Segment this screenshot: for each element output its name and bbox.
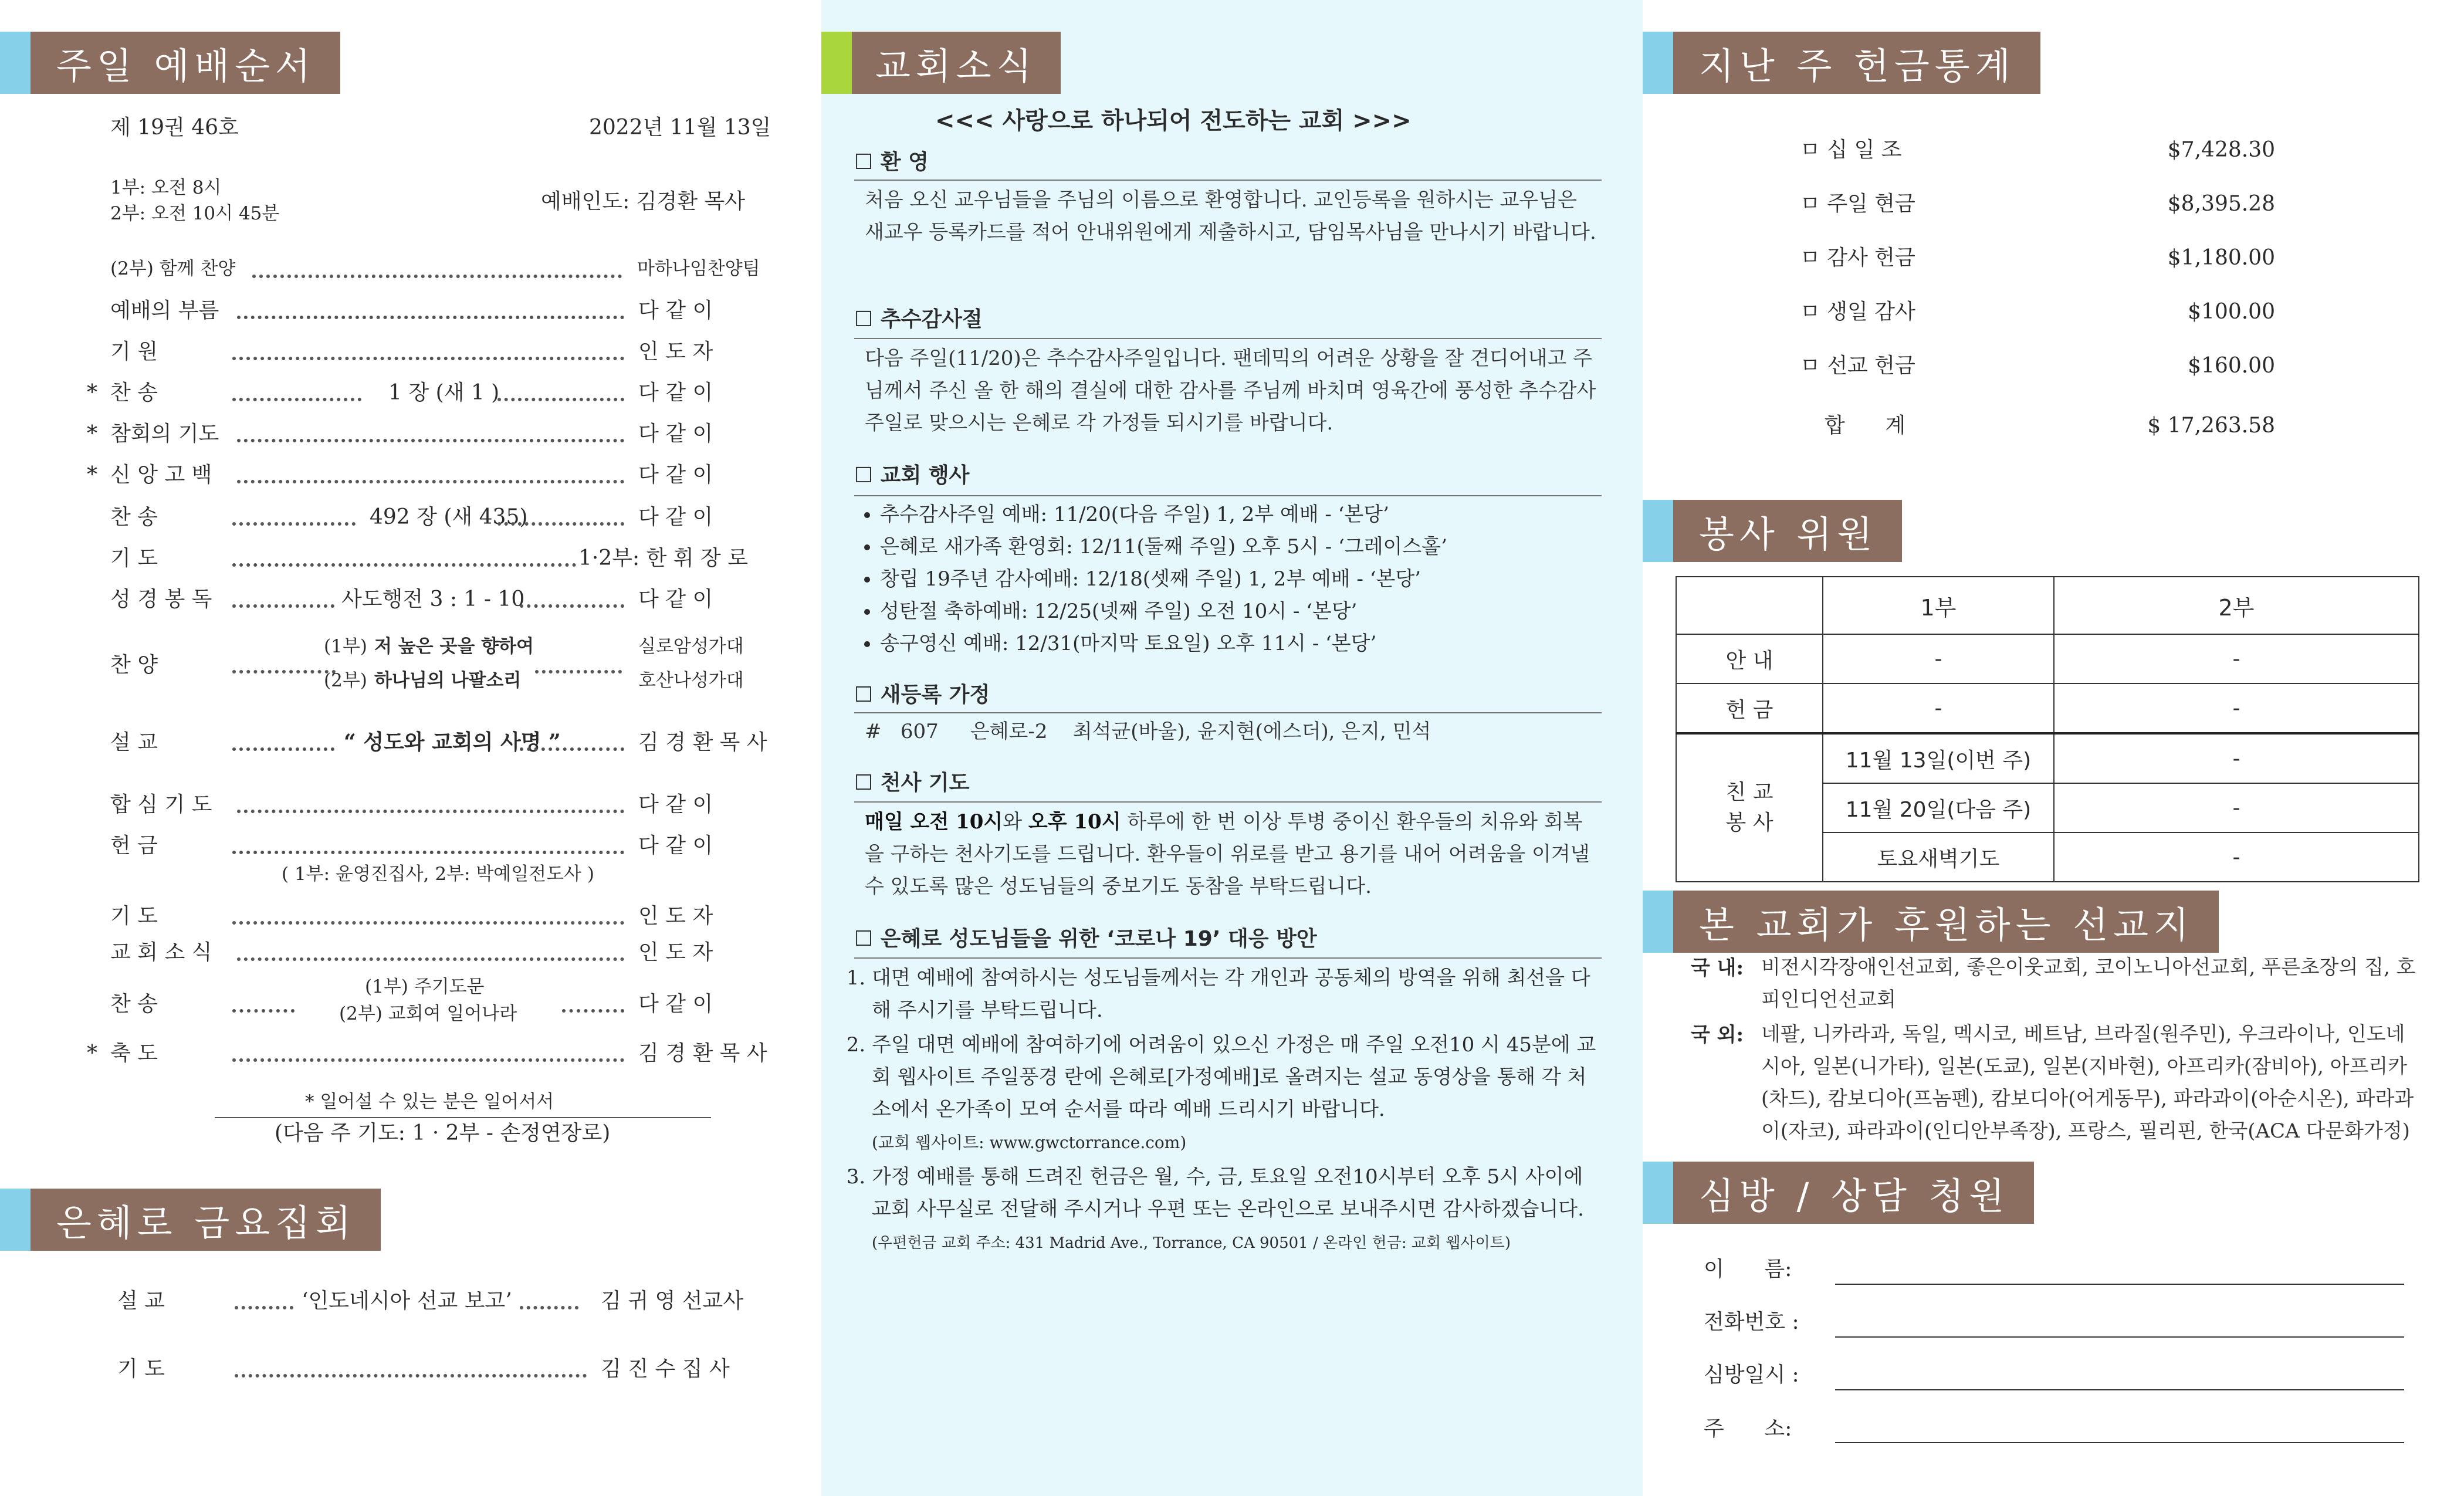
offering-amount: $1,180.00 (2167, 246, 2275, 270)
leader-dots (535, 670, 622, 673)
leader-dots (237, 316, 624, 319)
leader-dots (232, 1058, 624, 1062)
newfamily-text: # 607 은혜로-2 최석균(바울), 윤지현(에스더), 은지, 민석 (865, 720, 1431, 743)
order-label: 설 교 (110, 730, 158, 754)
order-label: 기 도 (110, 546, 158, 570)
info-column (1643, 0, 2464, 1496)
table-header-row (1676, 577, 2419, 634)
order-right: 다 같 이 (638, 381, 713, 405)
order-right: 다 같 이 (638, 793, 713, 817)
section-rule (854, 495, 1602, 496)
friday-label: 기 도 (117, 1357, 165, 1381)
header-accent (1643, 500, 1673, 562)
header-accent (0, 1189, 31, 1251)
corona-title: ☐ 은혜로 성도님들을 위한 ‘코로나 19’ 대응 방안 (854, 927, 1317, 951)
order-right: 다 같 이 (638, 299, 713, 323)
order-detail: 1 장 (새 1 ) (388, 381, 500, 405)
foreign-missions: 네팔, 니카라과, 독일, 멕시코, 베트남, 브라질(원주민), 우크라이나, 인도네시아, 일본(니가타), 일본(도쿄), 일본(지바현), 아프리카(잠비아), 아프리카(차드), 캄보디아(프놈펜), 캄보디아(어게동무), 파라과이(아순시온), 파라과이(자코), 파라과이(인디안부족장), 프랑스, 필리핀, 한국(ACA 다문화가정) (1761, 1023, 2414, 1143)
header-accent (1643, 1162, 1673, 1224)
order-right: 다 같 이 (638, 422, 713, 446)
leader-dots (232, 1009, 295, 1013)
praise-part-2: (2부) (324, 670, 367, 691)
order-label: 헌 금 (110, 834, 158, 858)
friday-right: 김 진 수 집 사 (601, 1357, 730, 1381)
leader-dots (232, 921, 624, 925)
fellowship-label (1676, 733, 1823, 882)
leader-dots (232, 747, 334, 751)
domestic-missions: 비전시각장애인선교회, 좋은이웃교회, 코이노니아선교회, 푸른초장의 집, 호피인디언선교회 (1761, 956, 2416, 1011)
foreign-label: 국 외: (1691, 1023, 1744, 1047)
name-field[interactable] (1835, 1284, 2404, 1285)
order-detail: 492 장 (새 435) (370, 505, 528, 529)
order-right: 인 도 자 (638, 940, 713, 964)
event-item: • 은혜로 새가족 환영회: 12/11(둘째 주일) 오후 5시 - ‘그레이스홀’ (880, 531, 1602, 563)
section-rule (854, 801, 1602, 803)
worship-leader: 예배인도: 김경환 목사 (541, 189, 745, 214)
order-label: 신 앙 고 백 (110, 463, 212, 487)
leader-dots (497, 398, 624, 401)
standing-mark: * (87, 422, 97, 446)
leader-dots (237, 810, 624, 813)
offering-amount: $7,428.30 (2167, 138, 2275, 162)
row-label: 헌 금 (1676, 683, 1823, 733)
order-label: 합 심 기 도 (110, 793, 212, 817)
service-time-2: 2부: 오전 10시 45분 (110, 203, 280, 224)
section-rule (854, 338, 1602, 339)
welcome-title: ☐ 환 영 (854, 150, 929, 174)
order-right: 다 같 이 (638, 587, 713, 611)
worship-order-column (0, 0, 821, 1496)
order-right: 다 같 이 (638, 834, 713, 858)
newfamily-title: ☐ 새등록 가정 (854, 683, 990, 707)
praise-choir-1: 실로암성가대 (638, 636, 744, 657)
order-label: 찬 양 (110, 653, 158, 677)
cell-value: - (2054, 634, 2419, 683)
standing-mark: * (87, 381, 97, 405)
order-detail: 사도행전 3 : 1 - 10 (341, 587, 525, 611)
offering-amount: $8,395.28 (2167, 192, 2275, 216)
leader-dots (497, 522, 624, 526)
events-list (860, 499, 1602, 660)
thanksgiving-title: ☐ 추수감사절 (854, 307, 983, 331)
order-label: (2부) 함께 찬양 (110, 258, 236, 279)
header-title: 은혜로 금요집회 (31, 1189, 381, 1251)
website-note: (교회 웹사이트: www.gwctorrance.com) (872, 1133, 1187, 1152)
offering-label: ㅁ 선교 헌금 (1800, 354, 1915, 378)
welcome-text: 처음 오신 교우님들을 주님의 이름으로 환영합니다. 교인등록을 원하시는 교우님은 새교우 등록카드를 적어 안내위원에게 제출하시고, 담임목사님을 만나시기 바랍니다. (865, 188, 1596, 244)
leader-dots (232, 357, 624, 360)
offering-stats-header (1643, 32, 2040, 94)
cell-value: - (1823, 634, 2054, 683)
address-label: 주 소: (1704, 1417, 1792, 1441)
order-right: 다 같 이 (638, 992, 713, 1016)
divider (215, 1117, 711, 1118)
leader-dots (232, 563, 576, 567)
leader-dots (520, 747, 624, 751)
leader-dots (232, 604, 334, 608)
leader-dots (237, 957, 624, 961)
header-accent (0, 32, 31, 94)
angel-prayer-title: ☐ 천사 기도 (854, 771, 970, 795)
standing-mark: * (87, 463, 97, 487)
order-label: 기 도 (110, 904, 158, 928)
order-label: 찬 송 (110, 992, 158, 1016)
cell-value: - (2054, 783, 2419, 832)
praise-song-1: 저 높은 곳을 향하여 (374, 636, 534, 657)
mission-header (1643, 891, 2219, 953)
order-label: 예배의 부름 (110, 299, 219, 323)
leader-dots (237, 439, 624, 442)
offering-label: ㅁ 감사 헌금 (1800, 246, 1915, 270)
header-accent (1643, 891, 1673, 953)
section-rule (854, 957, 1602, 959)
visit-date-field[interactable] (1835, 1389, 2404, 1390)
leader-dots (520, 1306, 578, 1309)
corona-item-text: 대면 예배에 참여하시는 성도님들께서는 각 개인과 공동체의 방역을 위해 최선을 다해 주시기를 부탁드립니다. (872, 966, 1590, 1022)
church-motto: <<< 사랑으로 하나되어 전도하는 교회 >>> (935, 107, 1412, 134)
cell-value: - (2054, 683, 2419, 733)
thanksgiving-text: 다음 주일(11/20)은 추수감사주일입니다. 팬데믹의 어려운 상황을 잘 견디어내고 주님께서 주신 올 한 해의 결실에 대한 감사를 주님께 바치며 영육간에 풍성한 추수감사주일로 맞으시는 은혜로 각 가정들 되시기를 바랍니다. (865, 347, 1596, 435)
order-label: 교 회 소 식 (110, 940, 212, 964)
leader-dots (232, 851, 624, 854)
praise-song-2: 하나님의 나팔소리 (374, 670, 522, 691)
hymn-line-1: (1부) 주기도문 (365, 976, 485, 997)
cell-value: - (2054, 832, 2419, 882)
fellowship-date: 토요새벽기도 (1823, 832, 2054, 882)
praise-part-1: (1부) (324, 636, 367, 657)
leader-dots (232, 522, 356, 526)
offering-label: ㅁ 십 일 조 (1800, 138, 1902, 162)
church-news-column (821, 0, 1643, 1496)
worship-order-header (0, 32, 340, 94)
corona-item (872, 1161, 1605, 1260)
offering-amount: $100.00 (2188, 300, 2275, 324)
address-field[interactable] (1835, 1442, 2404, 1443)
section-rule (854, 712, 1602, 713)
name-label: 이 름: (1704, 1257, 1792, 1281)
order-right: 다 같 이 (638, 463, 713, 487)
standing-mark: * (87, 1041, 97, 1065)
leader-dots (520, 604, 624, 608)
header-title: 지난 주 헌금통계 (1673, 32, 2040, 94)
section-rule (854, 180, 1602, 181)
text-span: 와 (1003, 810, 1028, 834)
header-title: 본 교회가 후원하는 선교지 (1673, 891, 2219, 953)
events-title: ☐ 교회 행사 (854, 463, 970, 488)
visit-date-label: 심방일시 : (1704, 1363, 1799, 1387)
order-right: 인 도 자 (638, 340, 713, 364)
cell-value: - (1823, 683, 2054, 733)
order-label: 성 경 봉 독 (110, 587, 212, 611)
order-right: 인 도 자 (638, 904, 713, 928)
address-note: (우편헌금 교회 주소: 431 Madrid Ave., Torrance, CA 90501 / 온라인 헌금: 교회 웹사이트) (872, 1234, 1511, 1252)
fellowship-date: 11월 20일(다음 주) (1823, 783, 2054, 832)
order-label: 축 도 (110, 1041, 158, 1065)
offering-label: ㅁ 생일 감사 (1800, 300, 1915, 324)
fellowship-label-2: 봉 사 (1725, 811, 1773, 835)
offering-label: ㅁ 주일 현금 (1800, 192, 1915, 216)
friday-detail: ‘인도네시아 선교 보고’ (302, 1289, 512, 1313)
order-right: 김 경 환 목 사 (638, 730, 767, 754)
order-label: 기 원 (110, 340, 158, 364)
cell-value: - (2054, 733, 2419, 783)
visit-request-header (1643, 1162, 2034, 1224)
corona-item (872, 962, 1605, 1027)
header-title: 주일 예배순서 (31, 32, 340, 94)
phone-label: 전화번호 : (1704, 1310, 1799, 1334)
corona-item-text: 가정 예배를 통해 드려진 헌금은 월, 수, 금, 토요일 오전10시부터 오후 5시 사이에 교회 사무실로 전달해 주시거나 우편 또는 온라인으로 보내주시면 감사하겠습니다. (872, 1165, 1584, 1221)
offering-note: ( 1부: 윤영진집사, 2부: 박예일전도사 ) (282, 864, 594, 885)
service-time-1: 1부: 오전 8시 (110, 177, 222, 198)
table-row (1676, 683, 2419, 733)
order-label: 참회의 기도 (110, 422, 219, 446)
row-label: 안 내 (1676, 634, 1823, 683)
leader-dots (235, 1306, 293, 1309)
header-title: 봉사 위원 (1673, 500, 1902, 562)
order-right: 마하나임찬양팀 (637, 258, 760, 279)
friday-label: 설 교 (117, 1289, 165, 1313)
header-accent (821, 32, 852, 94)
service-committee-header (1643, 500, 1902, 562)
praise-choir-2: 호산나성가대 (638, 670, 744, 691)
next-prayer: (다음 주 기도: 1 · 2부 - 손정연장로) (275, 1121, 611, 1145)
time-highlight: 오후 10시 (1028, 810, 1121, 834)
domestic-label: 국 내: (1691, 956, 1744, 980)
order-right: 김 경 환 목 사 (638, 1041, 767, 1065)
corona-list (845, 962, 1605, 1262)
leader-dots (232, 670, 336, 673)
corona-item (872, 1029, 1605, 1159)
leader-dots (237, 480, 624, 483)
corona-item-text: 주일 대면 예배에 참여하기에 어려움이 있으신 가정은 매 주일 오전10 시 45분에 교회 웹사이트 주일풍경 란에 은혜로[가정예배]로 올려지는 설교 동영상을 통해 각 처소에서 온가족이 모여 순서를 따라 예배 드리시기 바랍니다. (872, 1033, 1596, 1121)
leader-dots (562, 1009, 624, 1013)
table-row (1676, 733, 2419, 783)
order-label: 찬 송 (110, 505, 158, 529)
table-row (1676, 634, 2419, 683)
order-right: 다 같 이 (638, 505, 713, 529)
leader-dots (235, 1374, 587, 1377)
standing-note: * 일어설 수 있는 분은 일어서서 (305, 1091, 554, 1112)
volume-number: 제 19권 46호 (110, 116, 239, 140)
angel-prayer-text (865, 806, 1602, 903)
event-item: • 송구영신 예배: 12/31(마지막 토요일) 오후 11시 - ‘본당’ (880, 628, 1602, 660)
header-title: 심방 / 상담 청원 (1673, 1162, 2034, 1224)
order-right: 1·2부: 한 휘 장 로 (578, 546, 749, 570)
fellowship-date: 11월 13일(이번 주) (1823, 733, 2054, 783)
total-label: 합 계 (1825, 414, 1906, 438)
time-highlight: 매일 오전 10시 (865, 810, 1003, 834)
leader-dots (252, 275, 622, 278)
fellowship-label-1: 친 교 (1725, 780, 1773, 804)
header-accent (1643, 32, 1673, 94)
event-item: • 창립 19주년 감사예배: 12/18(셋째 주일) 1, 2부 예배 - ‘본당’ (880, 563, 1602, 595)
service-committee-table (1676, 576, 2419, 882)
phone-field[interactable] (1835, 1336, 2404, 1338)
friday-right: 김 귀 영 선교사 (601, 1289, 743, 1313)
event-item: • 추수감사주일 예배: 11/20(다음 주일) 1, 2부 예배 - ‘본당’ (880, 499, 1602, 531)
text-span: 하루에 한 번 이상 투병 중이신 환우들의 치유와 회복을 구하는 천사기도를 드립니다. 환우들이 위로를 받고 용기를 내어 어려움을 이겨낼 수 있도록 많은 성도님들의 중보기도 동참을 부탁드립니다. (865, 810, 1590, 898)
order-label: 찬 송 (110, 381, 158, 405)
offering-amount: $160.00 (2188, 354, 2275, 378)
total-amount: $ 17,263.58 (2147, 414, 2275, 438)
friday-header (0, 1189, 381, 1251)
bulletin-date: 2022년 11월 13일 (589, 116, 771, 140)
event-item: • 성탄절 축하예배: 12/25(넷째 주일) 오전 10시 - ‘본당’ (880, 595, 1602, 628)
sermon-title: “ 성도와 교회의 사명 ” (344, 730, 561, 754)
church-news-header (821, 32, 1061, 94)
header-title: 교회소식 (852, 32, 1061, 94)
col-header: 1부 (1823, 577, 2054, 634)
leader-dots (232, 398, 361, 401)
table-corner (1676, 577, 1823, 634)
col-header: 2부 (2054, 577, 2419, 634)
hymn-line-2: (2부) 교회여 일어나라 (339, 1003, 517, 1024)
